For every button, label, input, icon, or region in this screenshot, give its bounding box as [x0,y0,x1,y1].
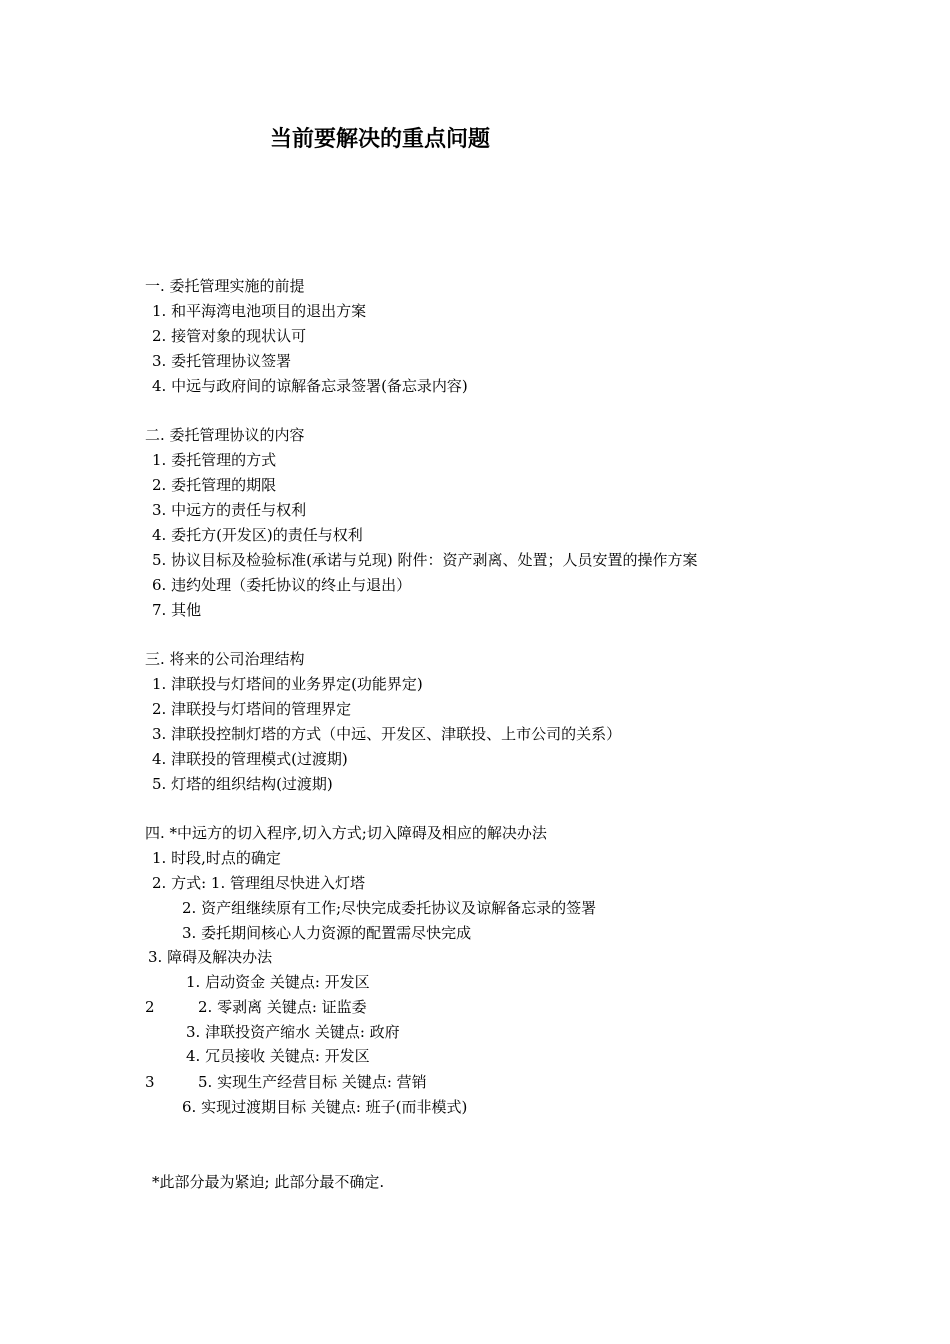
list-item: 2. 方式: 1. 管理组尽快进入灯塔 [152,874,365,892]
list-item: 3. 津联投控制灯塔的方式（中远、开发区、津联投、上市公司的关系） [152,725,622,743]
list-item: 5. 协议目标及检验标准(承诺与兑现) 附件：资产剥离、处置；人员安置的操作方案 [152,551,698,569]
list-item: 7. 其他 [152,601,202,619]
list-item: 2. 接管对象的现状认可 [152,327,307,345]
list-item: 1. 津联投与灯塔间的业务界定(功能界定) [152,675,423,693]
list-item: 3. 委托管理协议签署 [152,352,292,370]
list-item: 6. 违约处理（委托协议的终止与退出） [152,576,412,594]
list-item: 2. 津联投与灯塔间的管理界定 [152,700,352,718]
sub-list-item: 3. 委托期间核心人力资源的配置需尽快完成 [182,924,472,942]
obstacle-item: 2. 零剥离 关键点: 证监委 [198,998,367,1016]
list-item: 3. 中远方的责任与权利 [152,501,307,519]
list-item: 2. 委托管理的期限 [152,476,277,494]
section-heading: 二. 委托管理协议的内容 [145,426,305,444]
obstacle-item: 4. 冗员接收 关键点: 开发区 [186,1047,370,1065]
section-heading: 一. 委托管理实施的前提 [145,277,305,295]
sub-list-item: 2. 资产组继续原有工作;尽快完成委托协议及谅解备忘录的签署 [182,899,597,917]
list-item: 1. 和平海湾电池项目的退出方案 [152,302,367,320]
obstacle-item: 5. 实现生产经营目标 关键点: 营销 [198,1073,427,1091]
list-item: 4. 津联投的管理模式(过渡期) [152,750,348,768]
list-item: 5. 灯塔的组织结构(过渡期) [152,775,333,793]
section-heading: 四. *中远方的切入程序,切入方式;切入障碍及相应的解决办法 [145,824,547,842]
list-item: 1. 时段,时点的确定 [152,849,281,867]
stray-mark: 3 [145,1073,155,1091]
sub-heading: 3. 障碍及解决办法 [148,948,273,966]
obstacle-item: 1. 启动资金 关键点: 开发区 [186,973,370,991]
obstacle-item: 3. 津联投资产缩水 关键点: 政府 [186,1023,400,1041]
footnote: *此部分最为紧迫; 此部分最不确定. [152,1173,385,1191]
section-heading: 三. 将来的公司治理结构 [145,650,305,668]
obstacle-item: 6. 实现过渡期目标 关键点: 班子(而非模式) [182,1098,468,1116]
page-title: 当前要解决的重点问题 [270,126,491,152]
list-item: 1. 委托管理的方式 [152,451,277,469]
list-item: 4. 委托方(开发区)的责任与权利 [152,526,363,544]
stray-mark: 2 [145,998,155,1016]
list-item: 4. 中远与政府间的谅解备忘录签署(备忘录内容) [152,377,468,395]
